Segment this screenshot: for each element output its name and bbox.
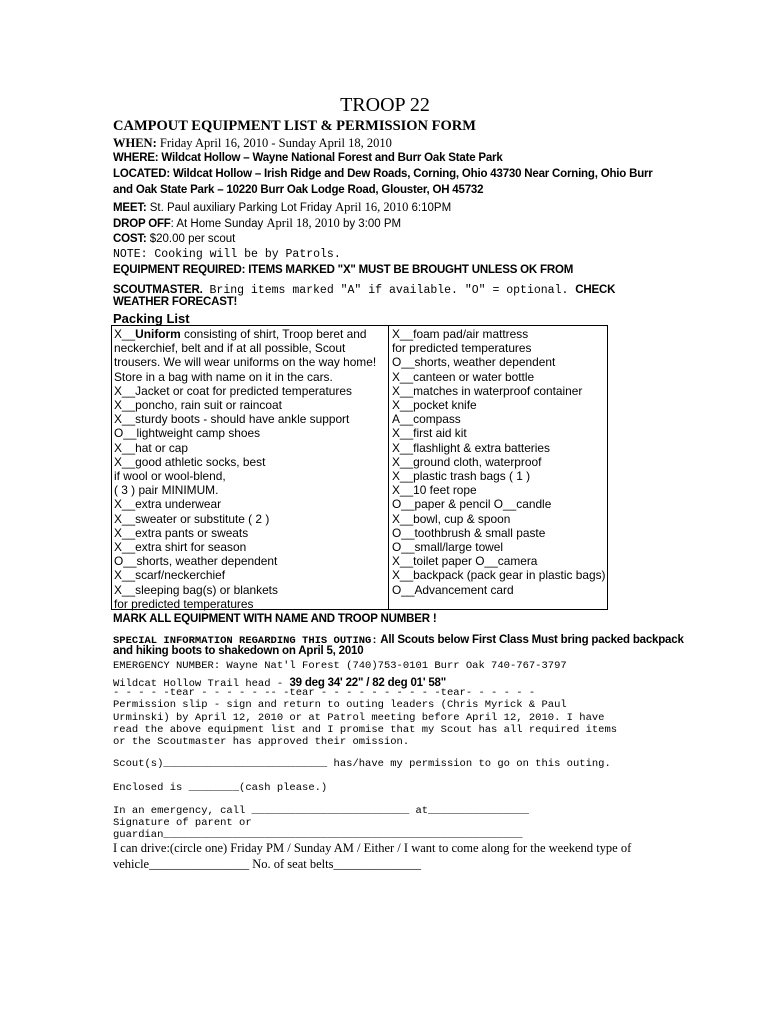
- cost-line: [113, 233, 235, 245]
- packing-list-right-column: [392, 327, 606, 597]
- scout-permission-line[interactable]: Scout(s)__________________________ has/have my permission to go on this outing.: [113, 758, 611, 770]
- packing-list-table: [111, 325, 608, 610]
- signature-label: Signature of parent or: [113, 817, 252, 829]
- left-list-item: ( 3 ) pair MINIMUM.: [114, 483, 219, 498]
- left-list-item: X__sweater or substitute ( 2 ): [114, 511, 270, 526]
- meet-date: April 16, 2010: [335, 200, 409, 214]
- cost-value: $20.00 per scout: [146, 233, 236, 245]
- left-list-item: X__hat or cap: [114, 440, 189, 455]
- dropoff-line: [113, 216, 401, 231]
- meet-line: [113, 200, 451, 215]
- left-list-item: X__Uniform consisting of shirt, Troop beret and: [114, 327, 367, 341]
- right-list-item: O__shorts, weather dependent: [392, 355, 556, 370]
- right-list-item: X__matches in waterproof container: [392, 383, 583, 398]
- left-list-item: X__good athletic socks, best: [114, 454, 266, 469]
- left-list-item: X__Jacket or coat for predicted temperatures: [114, 383, 352, 398]
- equipment-legend: Bring items marked "A" if available. "O" = optional.: [202, 284, 576, 297]
- enclosed-line[interactable]: Enclosed is ________(cash please.): [113, 782, 328, 794]
- left-list-item: trousers. We will wear uniforms on the way home!: [114, 355, 377, 370]
- dropoff-date: April 18, 2010: [266, 216, 340, 230]
- right-list-item: X__backpack (pack gear in plastic bags): [392, 568, 606, 583]
- dropoff-label: DROP OFF: [113, 218, 171, 230]
- right-list-item: X__foam pad/air mattress: [392, 327, 529, 341]
- right-list-item: X__10 feet rope: [392, 483, 477, 498]
- left-list-item: X__scarf/neckerchief: [114, 568, 226, 583]
- right-list-item: X__pocket knife: [392, 398, 477, 413]
- left-list-item: O__lightweight camp shoes: [114, 426, 261, 441]
- signature-line[interactable]: guardian_________________________________________________________: [113, 829, 523, 841]
- right-list-item: for predicted temperatures: [392, 341, 532, 356]
- left-list-item: X__extra underwear: [114, 497, 222, 512]
- check-label: CHECK: [575, 284, 616, 296]
- located-line-2: and Oak State Park – 10220 Burr Oak Lodge Road, Glouster, OH 45732: [113, 184, 484, 196]
- right-list-item: O__small/large towel: [392, 540, 504, 555]
- permission-line-3: read the above equipment list and I promise that my Scout has all required items: [113, 724, 618, 736]
- meet-label: MEET:: [113, 202, 147, 214]
- emergency-call-line[interactable]: In an emergency, call _________________________ at________________: [113, 805, 529, 817]
- right-list-item: X__ground cloth, waterproof: [392, 454, 542, 469]
- right-list-item: O__paper & pencil O__candle: [392, 497, 552, 512]
- left-list-item: for predicted temperatures: [114, 596, 254, 611]
- special-info-text: All Scouts below First Class Must bring packed backpack: [377, 634, 684, 646]
- right-list-item: X__plastic trash bags ( 1 ): [392, 469, 531, 484]
- uniform-emphasis: Uniform: [135, 327, 181, 341]
- right-list-item: X__flashlight & extra batteries: [392, 440, 550, 455]
- right-list-item: X__bowl, cup & spoon: [392, 511, 511, 526]
- left-list-item: X__sleeping bag(s) or blankets: [114, 582, 278, 597]
- permission-line-2: Urminski) by April 12, 2010 or at Patrol meeting before April 12, 2010. I have: [113, 712, 605, 724]
- form-subtitle: CAMPOUT EQUIPMENT LIST & PERMISSION FORM: [113, 118, 476, 134]
- trail-head-coords: 39 deg 34' 22" / 82 deg 01' 58": [289, 677, 447, 689]
- left-list-item: X__sturdy boots - should have ankle support: [114, 412, 350, 427]
- emergency-number: EMERGENCY NUMBER: Wayne Nat'l Forest (740)753-0101 Burr Oak 740-767-3797: [113, 660, 567, 672]
- tear-line: - - - - -tear - - - - - -- -tear - - - - - - - - - -tear- - - - - -: [113, 687, 536, 699]
- dropoff-text: : At Home Sunday: [170, 218, 267, 230]
- left-list-item: X__extra pants or sweats: [114, 525, 249, 540]
- left-list-item: if wool or wool-blend,: [114, 469, 226, 484]
- cost-label: COST:: [113, 233, 147, 245]
- located-line-1: LOCATED: Wildcat Hollow – Irish Ridge and Dew Roads, Corning, Ohio 43730 Near Corning, Ohio Burr: [113, 168, 653, 180]
- mark-all-notice: MARK ALL EQUIPMENT WITH NAME AND TROOP NUMBER !: [113, 613, 437, 625]
- right-list-item: O__Advancement card: [392, 582, 514, 597]
- trail-head-text: Wildcat Hollow Trail head -: [113, 678, 290, 690]
- when-label: WHEN:: [113, 136, 157, 150]
- special-info-label: SPECIAL INFORMATION REGARDING THIS OUTING:: [113, 635, 378, 647]
- when-value: Friday April 16, 2010 - Sunday April 18, 2010: [156, 136, 392, 150]
- left-list-item: neckerchief, belt and if at all possible, Scout: [114, 341, 346, 356]
- permission-line-4: or the Scoutmaster has approved their omission.: [113, 736, 410, 748]
- drive-line-2[interactable]: vehicle________________ No. of seat belts______________: [113, 857, 421, 871]
- left-list-item: X__poncho, rain suit or raincoat: [114, 398, 282, 413]
- right-list-item: O__toothbrush & small paste: [392, 525, 546, 540]
- equipment-required-line-3: WEATHER FORECAST!: [113, 296, 238, 308]
- left-list-item: X__extra shirt for season: [114, 540, 247, 555]
- column-divider: [388, 326, 389, 609]
- document-title: TROOP 22: [340, 94, 430, 116]
- right-list-item: X__canteen or water bottle: [392, 369, 535, 384]
- right-list-item: X__first aid kit: [392, 426, 467, 441]
- dropoff-time: by 3:00 PM: [339, 218, 402, 230]
- scoutmaster-label: SCOUTMASTER.: [113, 284, 203, 296]
- right-list-item: A__compass: [392, 412, 461, 427]
- left-list-item: Store in a bag with name on it in the cars.: [114, 369, 333, 384]
- right-list-item: X__toilet paper O__camera: [392, 554, 538, 569]
- drive-line-1[interactable]: I can drive:(circle one) Friday PM / Sunday AM / Either / I want to come along for the weekend type of: [113, 841, 632, 855]
- packing-list-heading: Packing List: [113, 311, 190, 326]
- special-info-line-2: and hiking boots to shakedown on April 5, 2010: [113, 645, 364, 657]
- left-list-item: O__shorts, weather dependent: [114, 554, 278, 569]
- meet-text: St. Paul auxiliary Parking Lot Friday: [146, 202, 336, 214]
- note-line: NOTE: Cooking will be by Patrols.: [113, 248, 341, 261]
- when-line: [113, 136, 392, 151]
- meet-time: 6:10PM: [408, 202, 452, 214]
- where-line: WHERE: Wildcat Hollow – Wayne National Forest and Burr Oak State Park: [113, 152, 503, 164]
- packing-list-left-column: [114, 327, 384, 611]
- permission-line-1: Permission slip - sign and return to outing leaders (Chris Myrick & Paul: [113, 699, 567, 711]
- equipment-required-line-1: EQUIPMENT REQUIRED: ITEMS MARKED "X" MUST BE BROUGHT UNLESS OK FROM: [113, 264, 574, 276]
